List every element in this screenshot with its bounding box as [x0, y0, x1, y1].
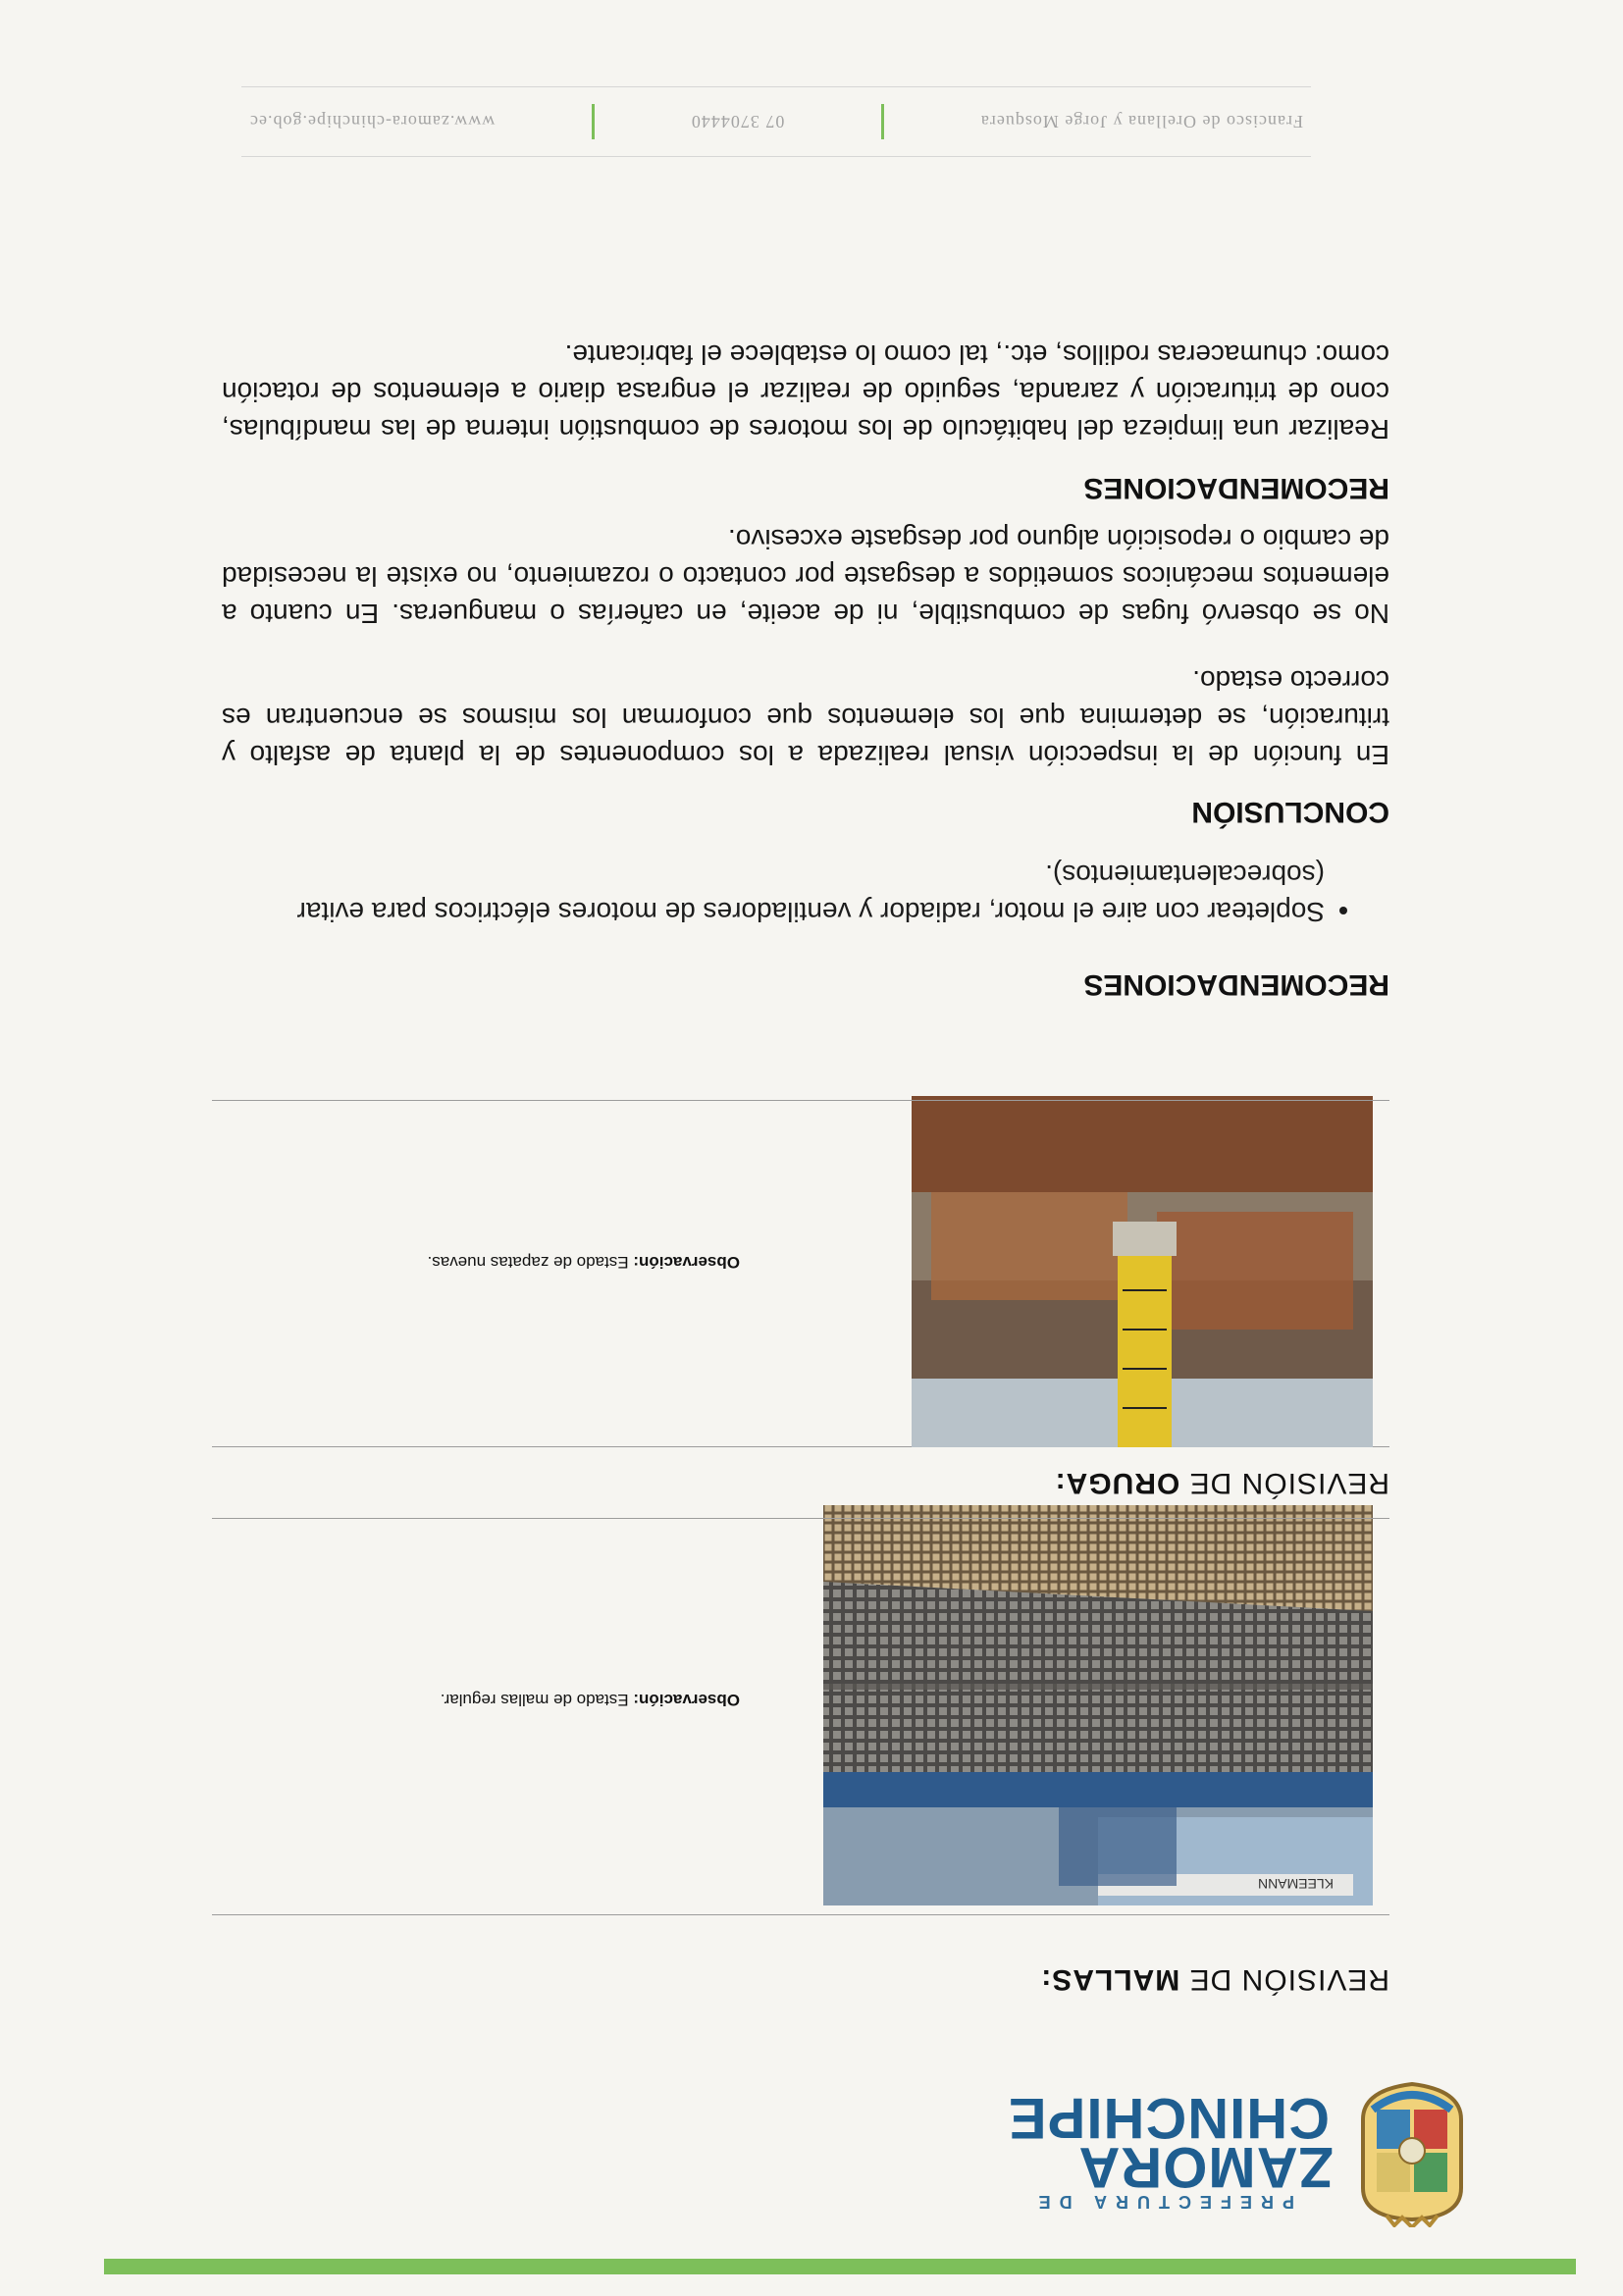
conclusion-paragraph-2: No se observó fugas de combustible, ni de aceite, en cañerías o mangueras. En cuanto a elementos mecánicos sometidos a desgaste por contacto o rozamiento, no existe la necesidad de cambio o reposición alguno por desgaste excesivo.	[222, 524, 1389, 629]
oruga-top-divider	[212, 1518, 1389, 1519]
footer-separator	[592, 104, 595, 139]
header-accent-bar	[104, 2259, 1576, 2274]
recomendaciones-list-1	[210, 856, 1368, 930]
conclusion-paragraph-1: En función de la inspección visual realizada a los componentes de la planta de asfalto y trituración, se determina que los elementos que conforman los mismos se encuentran es correcto estado.	[222, 665, 1389, 770]
footer	[241, 86, 1311, 157]
kleemann-sign-text: KLEEMANN	[1257, 1876, 1334, 1892]
conclusion-heading: CONCLUSIÓN	[1191, 796, 1389, 828]
recomendaciones-heading-2: RECOMENDACIONES	[1083, 472, 1389, 504]
recomendacion-item: • Sopletear con aire el motor, radiador y ventiladores de motores eléctricos para evitar (sobrecalentamientos).	[210, 856, 1325, 930]
footer-separator	[881, 104, 884, 139]
logo-word-zamora: ZAMORA	[1077, 2135, 1334, 2199]
logo-word-chinchipe: CHINCHIPE	[1007, 2086, 1330, 2150]
footer-website[interactable]: www.zamora-chinchipe.gob.ec	[249, 112, 496, 132]
footer-rule-top	[241, 156, 1311, 157]
mallas-heading: REVISIÓN DE MALLAS:	[1040, 1963, 1389, 1996]
oruga-heading: REVISIÓN DE ORUGA:	[1054, 1467, 1389, 1499]
footer-phone: 07 3704440	[690, 112, 785, 132]
mallas-caption: Observación: Estado de mallas regular.	[440, 1691, 740, 1709]
recomendaciones-heading-1: RECOMENDACIONES	[1083, 968, 1389, 1001]
recomendaciones-paragraph-2: Realizar una limpieza del habitáculo de los motores de combustión interna de las mandíbulas, cono de trituración y zaranda, seguido de realizar el engrasa diario a elementos de rotación como: chumaceras rodillos, etc., tal como lo establece el fabricante.	[222, 339, 1389, 444]
prefectura-logo	[931, 2080, 1481, 2227]
oruga-bottom-divider	[212, 1100, 1389, 1101]
mallas-photo	[823, 1505, 1373, 1905]
oruga-caption: Observación: Estado de zapatas nuevas.	[427, 1253, 740, 1272]
oruga-photo	[912, 1096, 1373, 1447]
mallas-divider	[212, 1914, 1389, 1915]
footer-address: Francisco de Orellana y Jorge Mosquera	[979, 112, 1303, 132]
footer-rule-bottom	[241, 86, 1311, 87]
logo-prefix: PREFECTURA DE	[1029, 2192, 1294, 2212]
coat-of-arms-icon	[1343, 2080, 1481, 2227]
